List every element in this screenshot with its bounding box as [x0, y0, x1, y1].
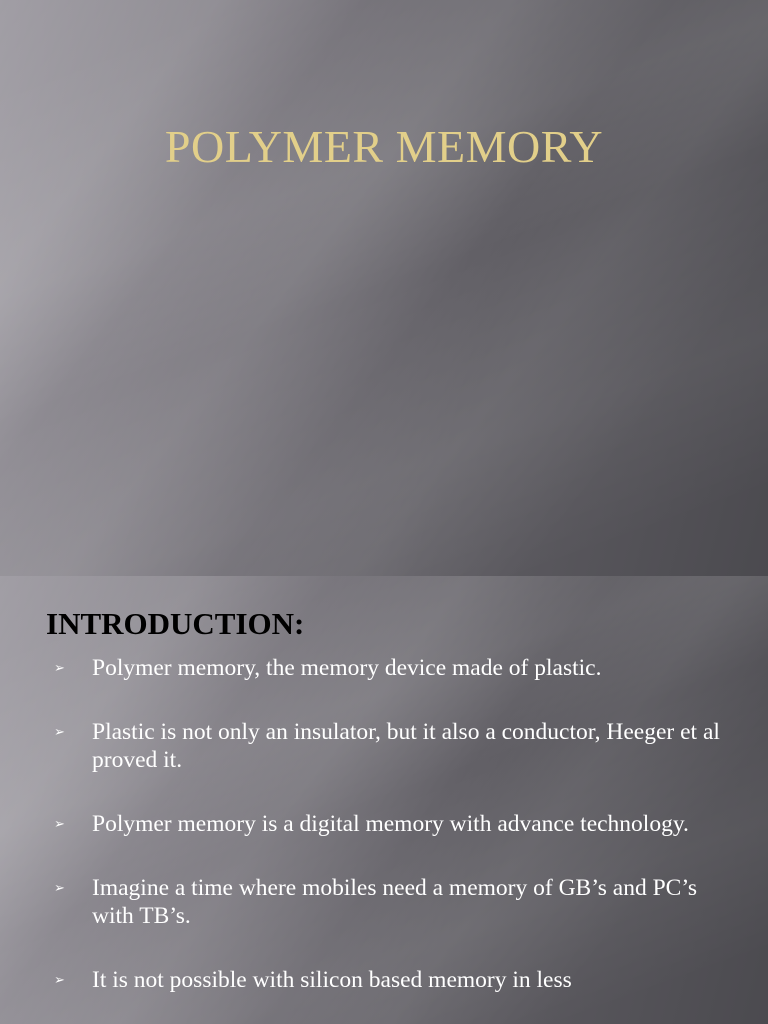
arrowhead-bullet-icon: ➢	[54, 972, 65, 987]
list-item	[54, 874, 734, 930]
bullet-text: Polymer memory, the memory device made of plastic.	[92, 655, 602, 681]
list-item	[54, 654, 734, 682]
list-item	[54, 718, 734, 774]
bullet-text: It is not possible with silicon based memory in less	[92, 967, 572, 993]
bullet-text: Polymer memory is a digital memory with advance technology.	[92, 811, 689, 837]
arrowhead-bullet-icon: ➢	[54, 724, 65, 739]
arrowhead-bullet-icon: ➢	[54, 816, 65, 831]
introduction-slide	[0, 576, 768, 1024]
bullet-text: Plastic is not only an insulator, but it also a conductor, Heeger et al proved it.	[92, 719, 720, 773]
arrowhead-bullet-icon: ➢	[54, 880, 65, 895]
section-heading: INTRODUCTION:	[46, 606, 305, 641]
arrowhead-bullet-icon: ➢	[54, 660, 65, 675]
bullet-text: Imagine a time where mobiles need a memory of GB’s and PC’s with TB’s.	[92, 875, 697, 929]
list-item	[54, 966, 734, 994]
list-item	[54, 810, 734, 838]
slide-title: POLYMER MEMORY	[164, 121, 604, 172]
bullet-list	[54, 654, 734, 1024]
